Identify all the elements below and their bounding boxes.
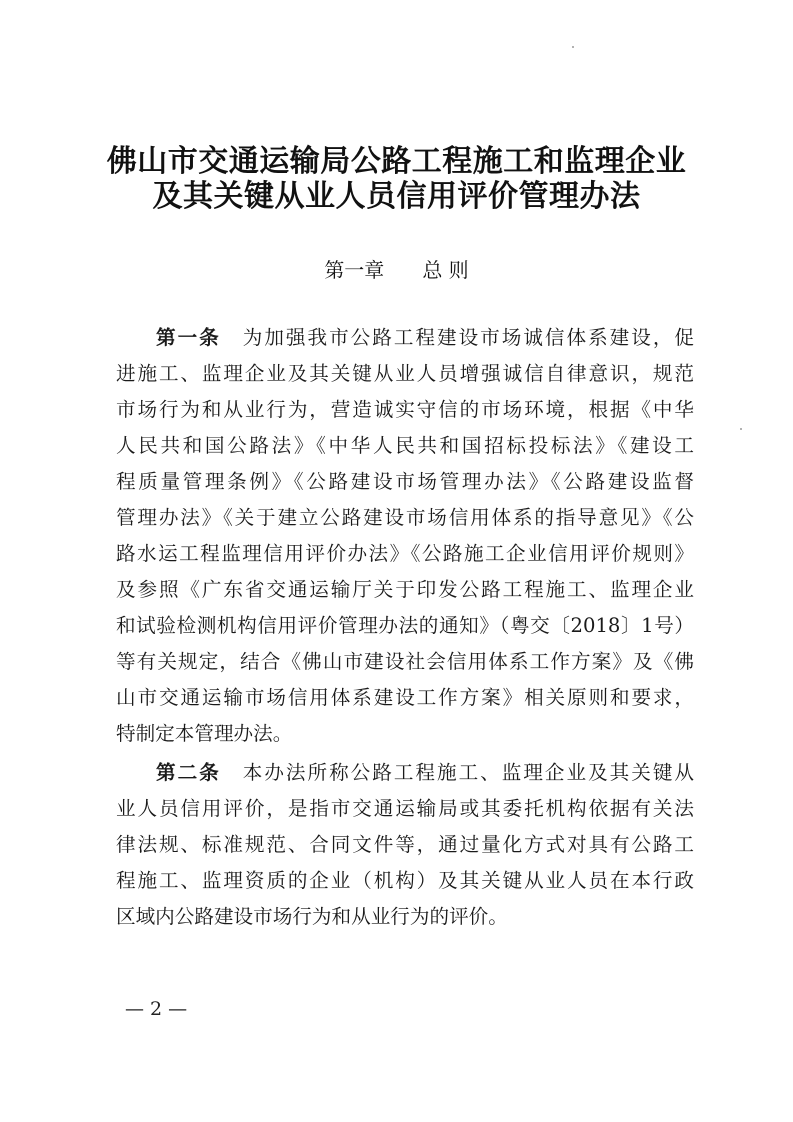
- scan-speck: [740, 428, 742, 430]
- chapter-number: 第一章: [324, 258, 385, 282]
- chapter-heading: [0, 254, 793, 283]
- document-title-line-1: 佛山市交通运输局公路工程施工和监理企业: [106, 144, 687, 179]
- article-1-label: 第一条: [156, 326, 221, 349]
- article-1-line: 路水运工程监理信用评价办法》《公路施工企业信用评价规则》: [116, 542, 694, 565]
- article-2-label: 第二条: [156, 761, 221, 784]
- article-2-line: 区域内公路建设市场行为和从业行为的评价。: [116, 905, 508, 928]
- article-2-line: 程施工、监理资质的企业（机构）及其关键从业人员在本行政: [116, 869, 694, 892]
- article-1-line: 进施工、监理企业及其关键从业人员增强诚信自律意识，规范: [116, 362, 694, 385]
- page-number: — 2 —: [125, 998, 188, 1020]
- article-1-line: 特制定本管理办法。: [116, 722, 293, 745]
- article-2-line: 律法规、标准规范、合同文件等，通过量化方式对具有公路工: [116, 833, 694, 856]
- article-1-line: 市场行为和从业行为，营造诚实守信的市场环境，根据《中华: [116, 398, 694, 421]
- scan-speck: [572, 46, 574, 48]
- article-1-line: 程质量管理条例》《公路建设市场管理办法》《公路建设监督: [116, 470, 694, 493]
- article-1-line: 等有关规定，结合《佛山市建设社会信用体系工作方案》及《佛: [116, 650, 694, 673]
- article-2: [116, 755, 694, 935]
- article-1-line: 管理办法》《关于建立公路建设市场信用体系的指导意见》《公: [116, 506, 694, 529]
- article-1-line: 山市交通运输市场信用体系建设工作方案》相关原则和要求，: [116, 686, 694, 709]
- article-1-line: 人民共和国公路法》《中华人民共和国招标投标法》《建设工: [116, 434, 694, 457]
- article-1-line: 及参照《广东省交通运输厅关于印发公路工程施工、监理企业: [116, 578, 694, 601]
- chapter-name: 总 则: [422, 258, 469, 282]
- article-1: [116, 320, 694, 752]
- article-1-line: 第一条 为加强我市公路工程建设市场诚信体系建设，促: [156, 326, 694, 349]
- article-2-line: 第二条 本办法所称公路工程施工、监理企业及其关键从: [156, 761, 694, 784]
- article-2-line: 业人员信用评价，是指市交通运输局或其委托机构依据有关法: [116, 797, 694, 820]
- document-title-line-2: 及其关键从业人员信用评价管理办法: [152, 179, 641, 214]
- article-1-line: 和试验检测机构信用评价管理办法的通知》（粤交〔2018〕1号）: [116, 614, 694, 637]
